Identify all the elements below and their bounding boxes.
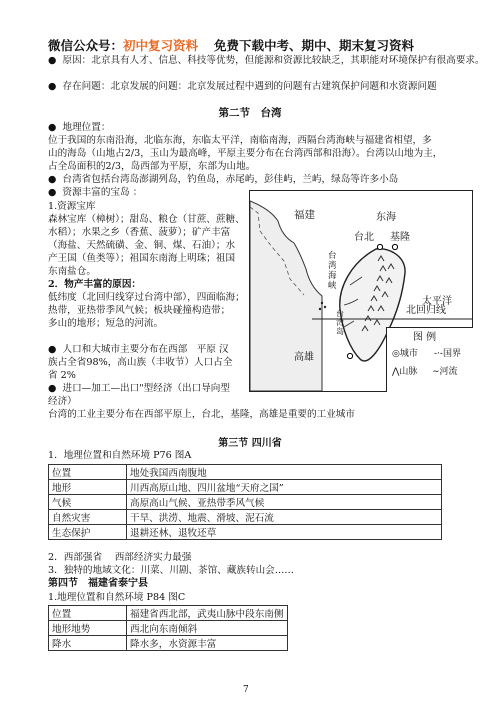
product-line: 多山的地形；短急的河流。 [48,318,164,329]
table-row: 生态保护 退耕还林、退牧还草 [49,525,442,540]
mountain-legend-icon: ⋀ [392,367,400,377]
city-icon-taipei [377,244,382,249]
section-title-fujian: 第四节 福建省泰宁县 [48,578,148,589]
table-row: 地形地势 西北向东南倾斜 [49,621,288,636]
banner-suffix: 免费下载中考、期中、期末复习资料 [214,38,415,53]
map-legend [386,327,473,392]
sichuan-sub-1: 1．地理位置和自然环境 P76 图A [48,450,192,461]
table-row: 降水 降水多，水资源丰富 [49,636,288,651]
bullet-location: ● 地理位置： [48,122,111,133]
section-title-sichuan: 第三节 四川省 [218,438,282,449]
page-number: 7 [243,685,249,695]
resource-line: （海盐、天然硫磺、金、铜、煤、石油）；水 [48,240,236,251]
table-row: 自然灾害 干旱、洪涝、地震、滑坡、泥石流 [49,510,442,525]
legend-mountain: ⋀山脉 [392,367,418,377]
label-kaohsiung: 高雄 [294,352,314,363]
label-tropic: 北回归线 [406,305,446,316]
taiwan-map [249,190,473,392]
fujian-table [48,605,288,651]
city-icon-keelung [392,244,397,249]
city-icon-kaohsiung [347,353,352,358]
bullet-islands: ● 台湾省包括台湾岛澎湖列岛，钓鱼岛，赤尾屿，彭佳屿，兰屿，绿岛等许多小岛 [48,174,399,185]
bullet-reason: ● 原因：北京具有人才、信息、科技等优势，但能源和资源比较缺乏，其职能对环境保护有很高要求。 [48,55,485,66]
city-legend-icon: ◎ [392,349,400,359]
fujian-sub-1: 1.地理位置和自然环境 P84 图C [48,592,186,603]
location-line-1: 位于我国的东南沿海，北临东海，东临太平洋，南临南海，西隔台湾海峡与福建省相望，多 [48,135,432,146]
resource-line: 森林宝库（樟树）；甜岛、粮仓（甘蔗、蔗糖、 [48,214,245,225]
sichuan-table [48,464,442,540]
product-line: 低纬度（北回归线穿过台湾中部），四面临海； [48,292,245,303]
product-line: 热带，亚热带季风气候；板块碰撞构造带； [48,305,231,316]
legend-border: -·-国界 [434,349,461,359]
economy-line: 经济） [48,396,77,407]
bullet-treasure: ● 资源丰富的宝岛 ： [48,187,143,198]
label-donghai: 东海 [376,212,396,223]
label-strait: 台湾海峡 [328,251,337,291]
table-row: 气候 高原高山气候、亚热带季风气候 [49,495,442,510]
border-legend-icon: -·- [434,349,443,359]
legend-river: ∼河流 [432,367,458,377]
product-heading: 2．物产丰富的原因： [48,279,142,290]
legend-title: 图 例 [413,332,437,343]
bullet-problem: ● 存在问题：北京发展的问题：北京发展过程中遇到的问题有古建筑保护问题和水资源问题 [48,81,437,92]
bullet-population: ● 人口和大城市主要分布在西部 平原 汉 [48,344,229,355]
section-title-taiwan: 第二节 台湾 [218,107,282,119]
legend-city: ◎城市 [392,349,418,359]
label-keelung: 基隆 [390,232,410,243]
river-legend-icon: ∼ [432,367,440,377]
label-pacific: 太平洋 [422,296,452,307]
industry-line: 台湾的工业主要分布在西部平原上，台北，基隆，高雄是重要的工业城市 [48,409,355,420]
resource-line: 东南盐仓。 [48,266,96,277]
resource-line: 产王国（鱼类等）；祖国东南海上明珠；祖国 [48,253,236,264]
banner-highlight: 初中复习资料 [123,38,199,53]
sichuan-sub-3: 3．独特的地域文化：川菜、川剧、茶馆、藏族转山会…… [48,565,294,576]
sichuan-sub-2: 2．西部强省 西部经济实力最强 [48,552,192,563]
label-taiwan-island: 台湾岛 [336,309,344,336]
table-row: 位置 地处我国西南腹地 [49,465,442,480]
banner-prefix: 微信公众号： [48,38,124,53]
header-banner [48,36,468,54]
label-taipei: 台北 [354,232,374,243]
label-fujian: 福建 [294,209,315,221]
bullet-economy: ● 进口—加工—出口"型经济（出口导向型 [48,383,230,394]
table-row: 位置 福建省西北部，武夷山脉中段东南侧 [49,606,288,621]
resource-heading: 1.资源宝库 [48,201,96,212]
population-line: 省 2% [48,370,76,381]
location-line-3: 占全岛面积的2/3，岛西部为平原，东部为山地。 [48,161,256,172]
population-line: 族占全省98%，高山族（丰收节）人口占全 [48,357,233,368]
location-line-2: 山的海岛（山地占2/3，玉山为最高峰，平原主要分布在台湾西部和沿海）。台湾以山地为主， [48,148,443,159]
resource-line: 水稻）；水果之乡（香蕉、菠萝）；矿产丰富 [48,227,231,238]
table-row: 地形 川西高原山地、四川盆地“天府之国” [49,480,442,495]
